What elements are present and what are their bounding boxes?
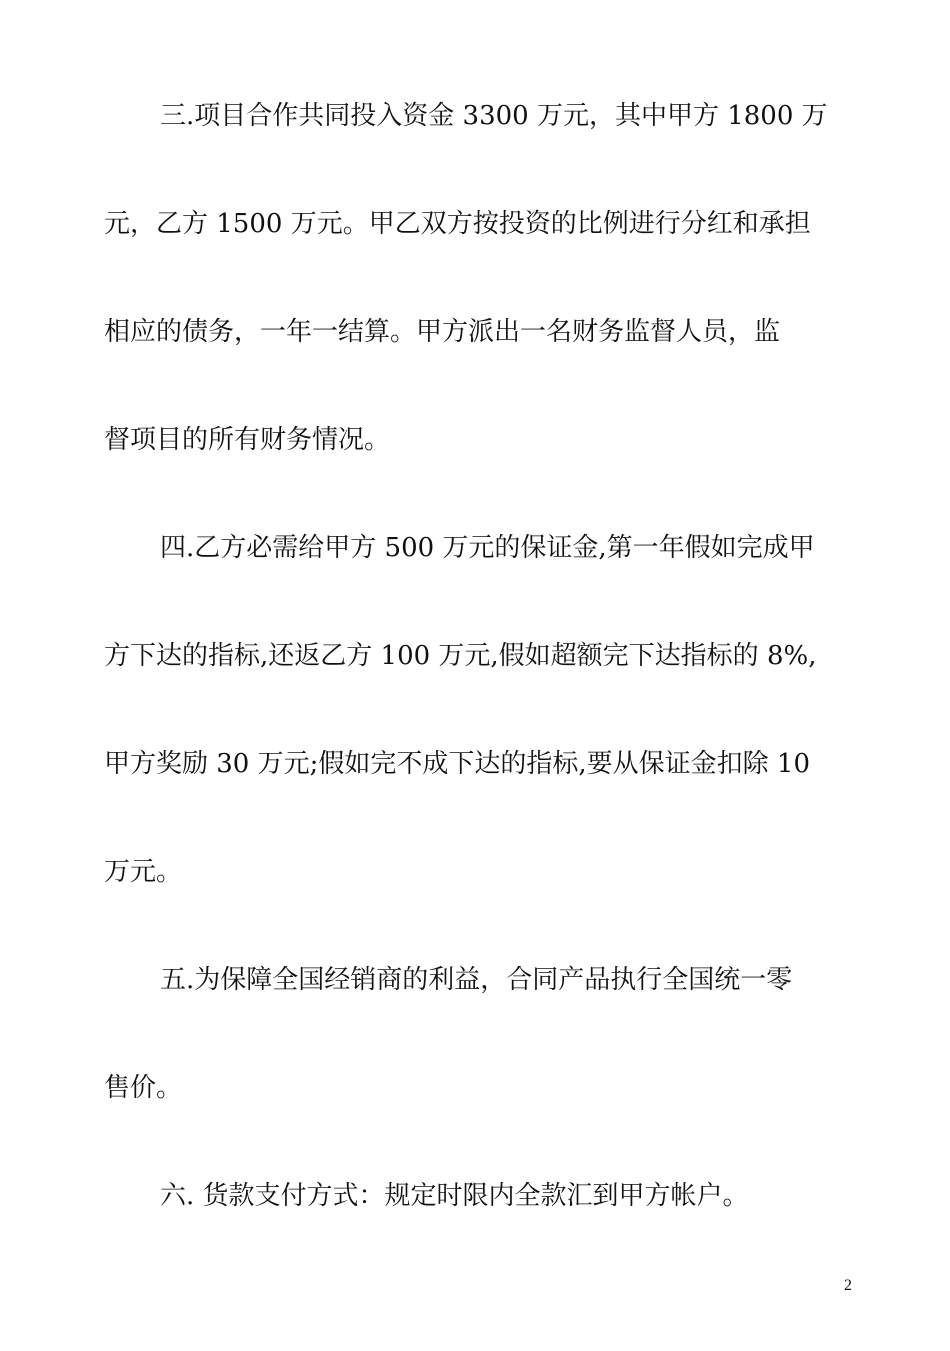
paragraph-3-line-3: 相应的债务，一年一结算。甲方派出一名财务监督人员，监 <box>104 317 781 347</box>
paragraph-4-line-4: 万元。 <box>104 857 183 887</box>
paragraph-4-line-3: 甲方奖励 30 万元;假如完不成下达的指标,要从保证金扣除 10 <box>104 749 810 779</box>
paragraph-6-line-1: 六. 货款支付方式：规定时限内全款汇到甲方帐户。 <box>160 1181 749 1211</box>
page-number: 2 <box>844 1277 852 1294</box>
paragraph-5-line-2: 售价。 <box>104 1073 183 1103</box>
paragraph-4-line-1: 四.乙方必需给甲方 500 万元的保证金,第一年假如完成甲 <box>160 533 815 563</box>
paragraph-5-line-1: 五.为保障全国经销商的利益，合同产品执行全国统一零 <box>160 965 793 995</box>
paragraph-3-line-2: 元，乙方 1500 万元。甲乙双方按投资的比例进行分红和承担 <box>104 209 811 239</box>
paragraph-3-line-1: 三.项目合作共同投入资金 3300 万元，其中甲方 1800 万 <box>160 101 828 131</box>
paragraph-4-line-2: 方下达的指标,还返乙方 100 万元,假如超额完下达指标的 8%, <box>104 641 817 671</box>
paragraph-3-line-4: 督项目的所有财务情况。 <box>104 425 391 455</box>
